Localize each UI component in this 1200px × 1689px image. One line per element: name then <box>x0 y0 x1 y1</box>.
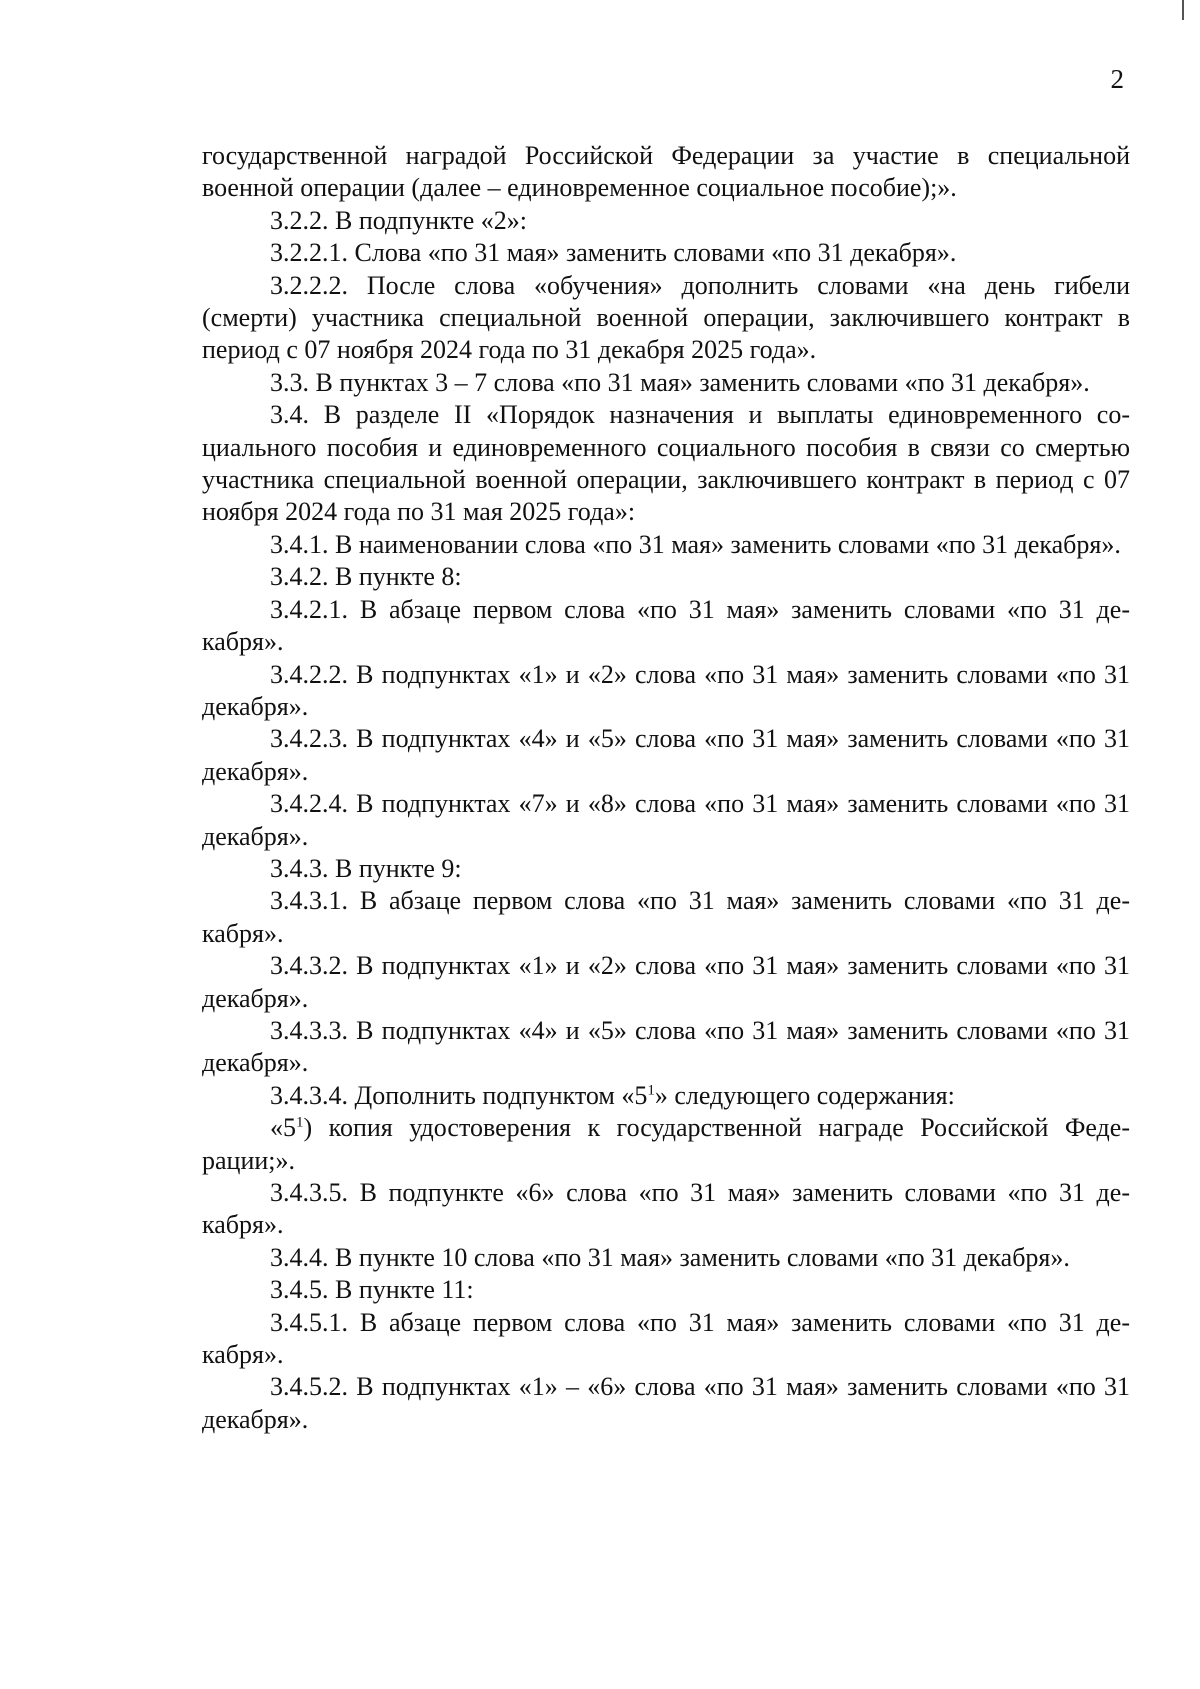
paragraph-3-4-1: 3.4.1. В наименовании слова «по 31 мая» заменить словами «по 31 декабря». <box>270 529 1121 559</box>
paragraph-text-part: » следующего содержания: <box>654 1080 955 1110</box>
superscript: 1 <box>296 1114 304 1131</box>
paragraph-text-part: «5 <box>270 1113 296 1143</box>
page-number: 2 <box>1110 64 1124 94</box>
paragraph-3-4-2-2: 3.4.2.2. В подпунктах «1» и «2» слова «по 31 мая» заменить словами «по 31 декабря». <box>202 659 1130 721</box>
scan-edge-mark <box>1182 0 1184 20</box>
paragraph-3-4-3-2: 3.4.3.2. В подпунктах «1» и «2» слова «по 31 мая» заменить словами «по 31 декабря». <box>202 951 1130 1013</box>
paragraph-3-4: 3.4. В разделе II «Порядок назначения и выплаты единовременного социального пособия и единовременного социального пособия в связи со смертью участника специальной военной операции, заключившего контракт в период с 07 ноября 2024 года по 31 мая 2025 года»: <box>202 400 1130 527</box>
paragraph-3-4-5: 3.4.5. В пункте 11: <box>270 1275 474 1305</box>
paragraph-3-4-5-1: 3.4.5.1. В абзаце первом слова «по 31 мая» заменить словами «по 31 декабря». <box>202 1307 1130 1370</box>
paragraph-3-2-2-2: 3.2.2.2. После слова «обучения» дополнить словами «на день гибели (смерти) участника специальной военной операции, заключившего контракт в период с 07 ноября 2024 года по 31 декабря 2025 года». <box>202 270 1130 365</box>
paragraph-3-4-2-4: 3.4.2.4. В подпунктах «7» и «8» слова «по 31 мая» заменить словами «по 31 декабря». <box>202 789 1130 851</box>
paragraph-3-4-2-3: 3.4.2.3. В подпунктах «4» и «5» слова «по 31 мая» заменить словами «по 31 декабря». <box>202 724 1130 786</box>
paragraph-3-4-3-1: 3.4.3.1. В абзаце первом слова «по 31 мая» заменить словами «по 31 декабря». <box>202 886 1130 948</box>
paragraph-3-4-3-5: 3.4.3.5. В подпункте «6» слова «по 31 мая» заменить словами «по 31 декабря». <box>202 1178 1130 1240</box>
paragraph-3-2-2: 3.2.2. В подпункте «2»: <box>270 205 527 235</box>
paragraph-3-4-3-4 <box>202 1080 1130 1112</box>
paragraph-subpoint-5-1 <box>202 1112 1130 1177</box>
paragraph-3-4-2: 3.4.2. В пункте 8: <box>270 562 462 592</box>
paragraph-3-2-2-1: 3.2.2.1. Слова «по 31 мая» заменить словами «по 31 декабря». <box>270 238 957 268</box>
paragraph-text-part: ) копия удостоверения к государственной награде Российской Федерации;». <box>202 1113 1130 1175</box>
paragraph-3-4-5-2: 3.4.5.2. В подпунктах «1» – «6» слова «по 31 мая» заменить словами «по 31 декабря». <box>202 1372 1130 1434</box>
superscript: 1 <box>647 1082 655 1099</box>
document-body <box>202 140 1130 1436</box>
paragraph-3-4-4: 3.4.4. В пункте 10 слова «по 31 мая» заменить словами «по 31 декабря». <box>270 1242 1070 1272</box>
paragraph-3-4-3: 3.4.3. В пункте 9: <box>270 853 462 883</box>
paragraph-text-part: 3.4.3.4. Дополнить подпунктом «5 <box>270 1080 648 1110</box>
paragraph-3-3: 3.3. В пунктах 3 – 7 слова «по 31 мая» заменить словами «по 31 декабря». <box>270 367 1090 397</box>
paragraph-continuation: государственной наградой Российской Федерации за участие в специальной военной операции (далее – единовременное социальное пособие);». <box>202 141 1130 203</box>
paragraph-3-4-3-3: 3.4.3.3. В подпунктах «4» и «5» слова «по 31 мая» заменить словами «по 31 декабря». <box>202 1015 1130 1078</box>
paragraph-3-4-2-1: 3.4.2.1. В абзаце первом слова «по 31 мая» заменить словами «по 31 декабря». <box>202 594 1130 657</box>
